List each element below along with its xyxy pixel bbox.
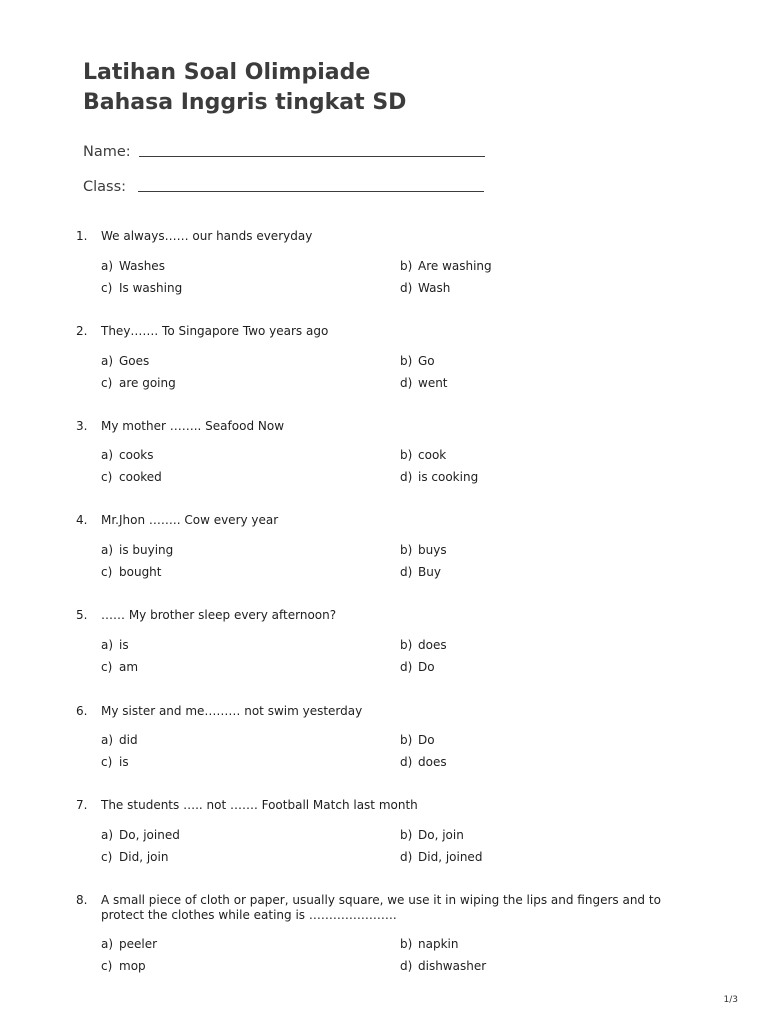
option-b: b) does: [400, 638, 447, 652]
option-d: d) Did, joined: [400, 850, 483, 864]
option-a: a) Do, joined: [101, 828, 180, 842]
question-number: 3.: [76, 419, 88, 433]
class-underline: [138, 190, 484, 192]
question-text: They……. To Singapore Two years ago: [101, 324, 329, 338]
option-b: b) napkin: [400, 937, 459, 951]
page-number: 1/3: [723, 995, 738, 1005]
name-field: [83, 144, 485, 160]
option-c: c) bought: [101, 565, 162, 579]
question-text: My mother …….. Seafood Now: [101, 419, 285, 433]
question-number: 2.: [76, 324, 88, 338]
title-line-2: Bahasa Inggris tingkat SD: [83, 90, 407, 115]
option-b: b) buys: [400, 543, 447, 557]
question-number: 7.: [76, 798, 88, 812]
name-underline: [139, 155, 485, 157]
class-label: Class:: [83, 179, 127, 195]
option-b: b) Do: [400, 733, 435, 747]
option-b: b) Are washing: [400, 259, 492, 273]
option-b: b) cook: [400, 448, 447, 462]
option-a: a) Goes: [101, 354, 150, 368]
option-d: d) dishwasher: [400, 959, 487, 973]
question-number: 8.: [76, 893, 88, 907]
option-c: c) Is washing: [101, 281, 183, 295]
option-a: a) cooks: [101, 448, 154, 462]
title-line-1: Latihan Soal Olimpiade: [83, 60, 371, 85]
option-a: a) is: [101, 638, 129, 652]
question-text: A small piece of cloth or paper, usually square, we use it in wiping the lips and fingers and to protect the clothes while eating is ………………….: [101, 893, 661, 922]
question-text: …… My brother sleep every afternoon?: [101, 608, 337, 622]
option-b: b) Go: [400, 354, 435, 368]
option-a: a) peeler: [101, 937, 158, 951]
option-a: a) Washes: [101, 259, 165, 273]
class-field: [83, 179, 484, 195]
option-d: d) Wash: [400, 281, 451, 295]
option-d: d) Buy: [400, 565, 441, 579]
question-number: 4.: [76, 513, 88, 527]
option-c: c) Did, join: [101, 850, 169, 864]
option-a: a) is buying: [101, 543, 174, 557]
option-d: d) does: [400, 755, 447, 769]
option-a: a) did: [101, 733, 138, 747]
name-label: Name:: [83, 144, 131, 160]
option-d: d) is cooking: [400, 470, 479, 484]
question-number: 5.: [76, 608, 88, 622]
question-text: We always…… our hands everyday: [101, 229, 313, 243]
option-c: c) cooked: [101, 470, 162, 484]
question-number: 1.: [76, 229, 88, 243]
question-number: 6.: [76, 704, 88, 718]
question-text: The students ….. not ……. Football Match last month: [101, 798, 418, 812]
question-text: My sister and me……… not swim yesterday: [101, 704, 363, 718]
option-c: c) am: [101, 660, 139, 674]
option-d: d) Do: [400, 660, 435, 674]
option-c: c) are going: [101, 376, 176, 390]
option-d: d) went: [400, 376, 448, 390]
question-text: Mr.Jhon …….. Cow every year: [101, 513, 279, 527]
option-c: c) mop: [101, 959, 146, 973]
option-b: b) Do, join: [400, 828, 464, 842]
document-title: [83, 58, 406, 118]
option-c: c) is: [101, 755, 129, 769]
